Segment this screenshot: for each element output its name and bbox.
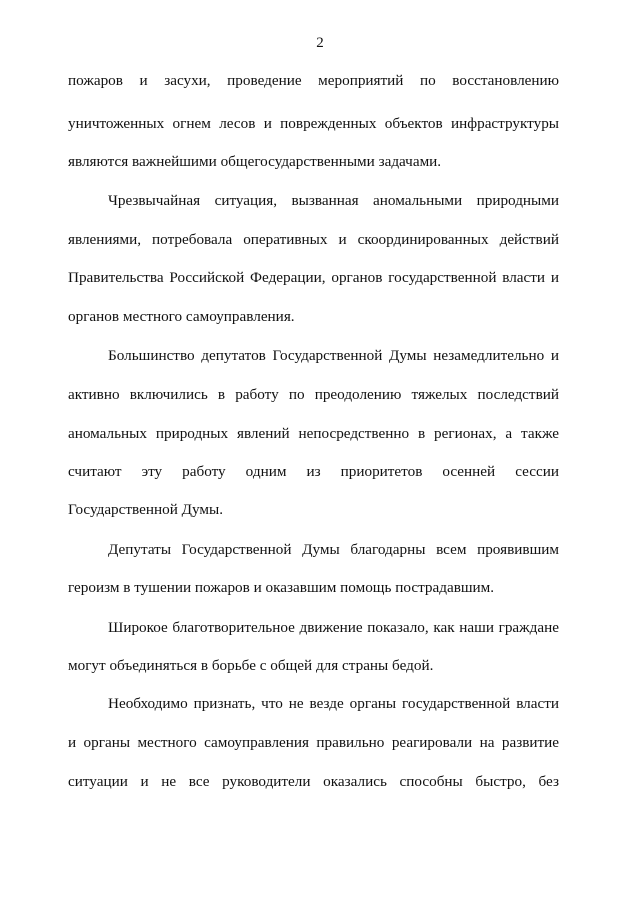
paragraph-2-line-4: органов местного самоуправления. [68, 308, 295, 325]
paragraph-2-line-1: Чрезвычайная ситуация, вызванная аномальными природными [108, 192, 559, 209]
paragraph-3-line-2: активно включились в работу по преодолению тяжелых последствий [68, 386, 559, 403]
paragraph-5-line-2: могут объединяться в борьбе с общей для страны бедой. [68, 657, 434, 674]
paragraph-6-line-1: Необходимо признать, что не везде органы государственной власти [108, 695, 559, 712]
paragraph-3-line-4: считают эту работу одним из приоритетов осенней сессии [68, 463, 559, 480]
paragraph-1-line-2: уничтоженных огнем лесов и поврежденных объектов инфраструктуры [68, 115, 559, 132]
paragraph-5-line-1: Широкое благотворительное движение показало, как наши граждане [108, 619, 559, 636]
paragraph-3-line-5: Государственной Думы. [68, 501, 223, 518]
paragraph-3-line-1: Большинство депутатов Государственной Думы незамедлительно и [108, 347, 559, 364]
paragraph-3-line-3: аномальных природных явлений непосредственно в регионах, а также [68, 425, 559, 442]
paragraph-4-line-2: героизм в тушении пожаров и оказавшим помощь пострадавшим. [68, 579, 495, 596]
paragraph-2-line-2: явлениями, потребовала оперативных и скоординированных действий [68, 231, 559, 248]
paragraph-6-line-3: ситуации и не все руководители оказались способны быстро, без [68, 773, 559, 790]
paragraph-1-line-1: пожаров и засухи, проведение мероприятий по восстановлению [68, 72, 559, 89]
paragraph-4-line-1: Депутаты Государственной Думы благодарны всем проявившим [108, 541, 559, 558]
paragraph-2-line-3: Правительства Российской Федерации, органов государственной власти и [68, 269, 559, 286]
page-number: 2 [316, 35, 324, 51]
paragraph-1-line-3: являются важнейшими общегосударственными задачами. [68, 153, 442, 170]
paragraph-6-line-2: и органы местного самоуправления правильно реагировали на развитие [68, 734, 559, 751]
